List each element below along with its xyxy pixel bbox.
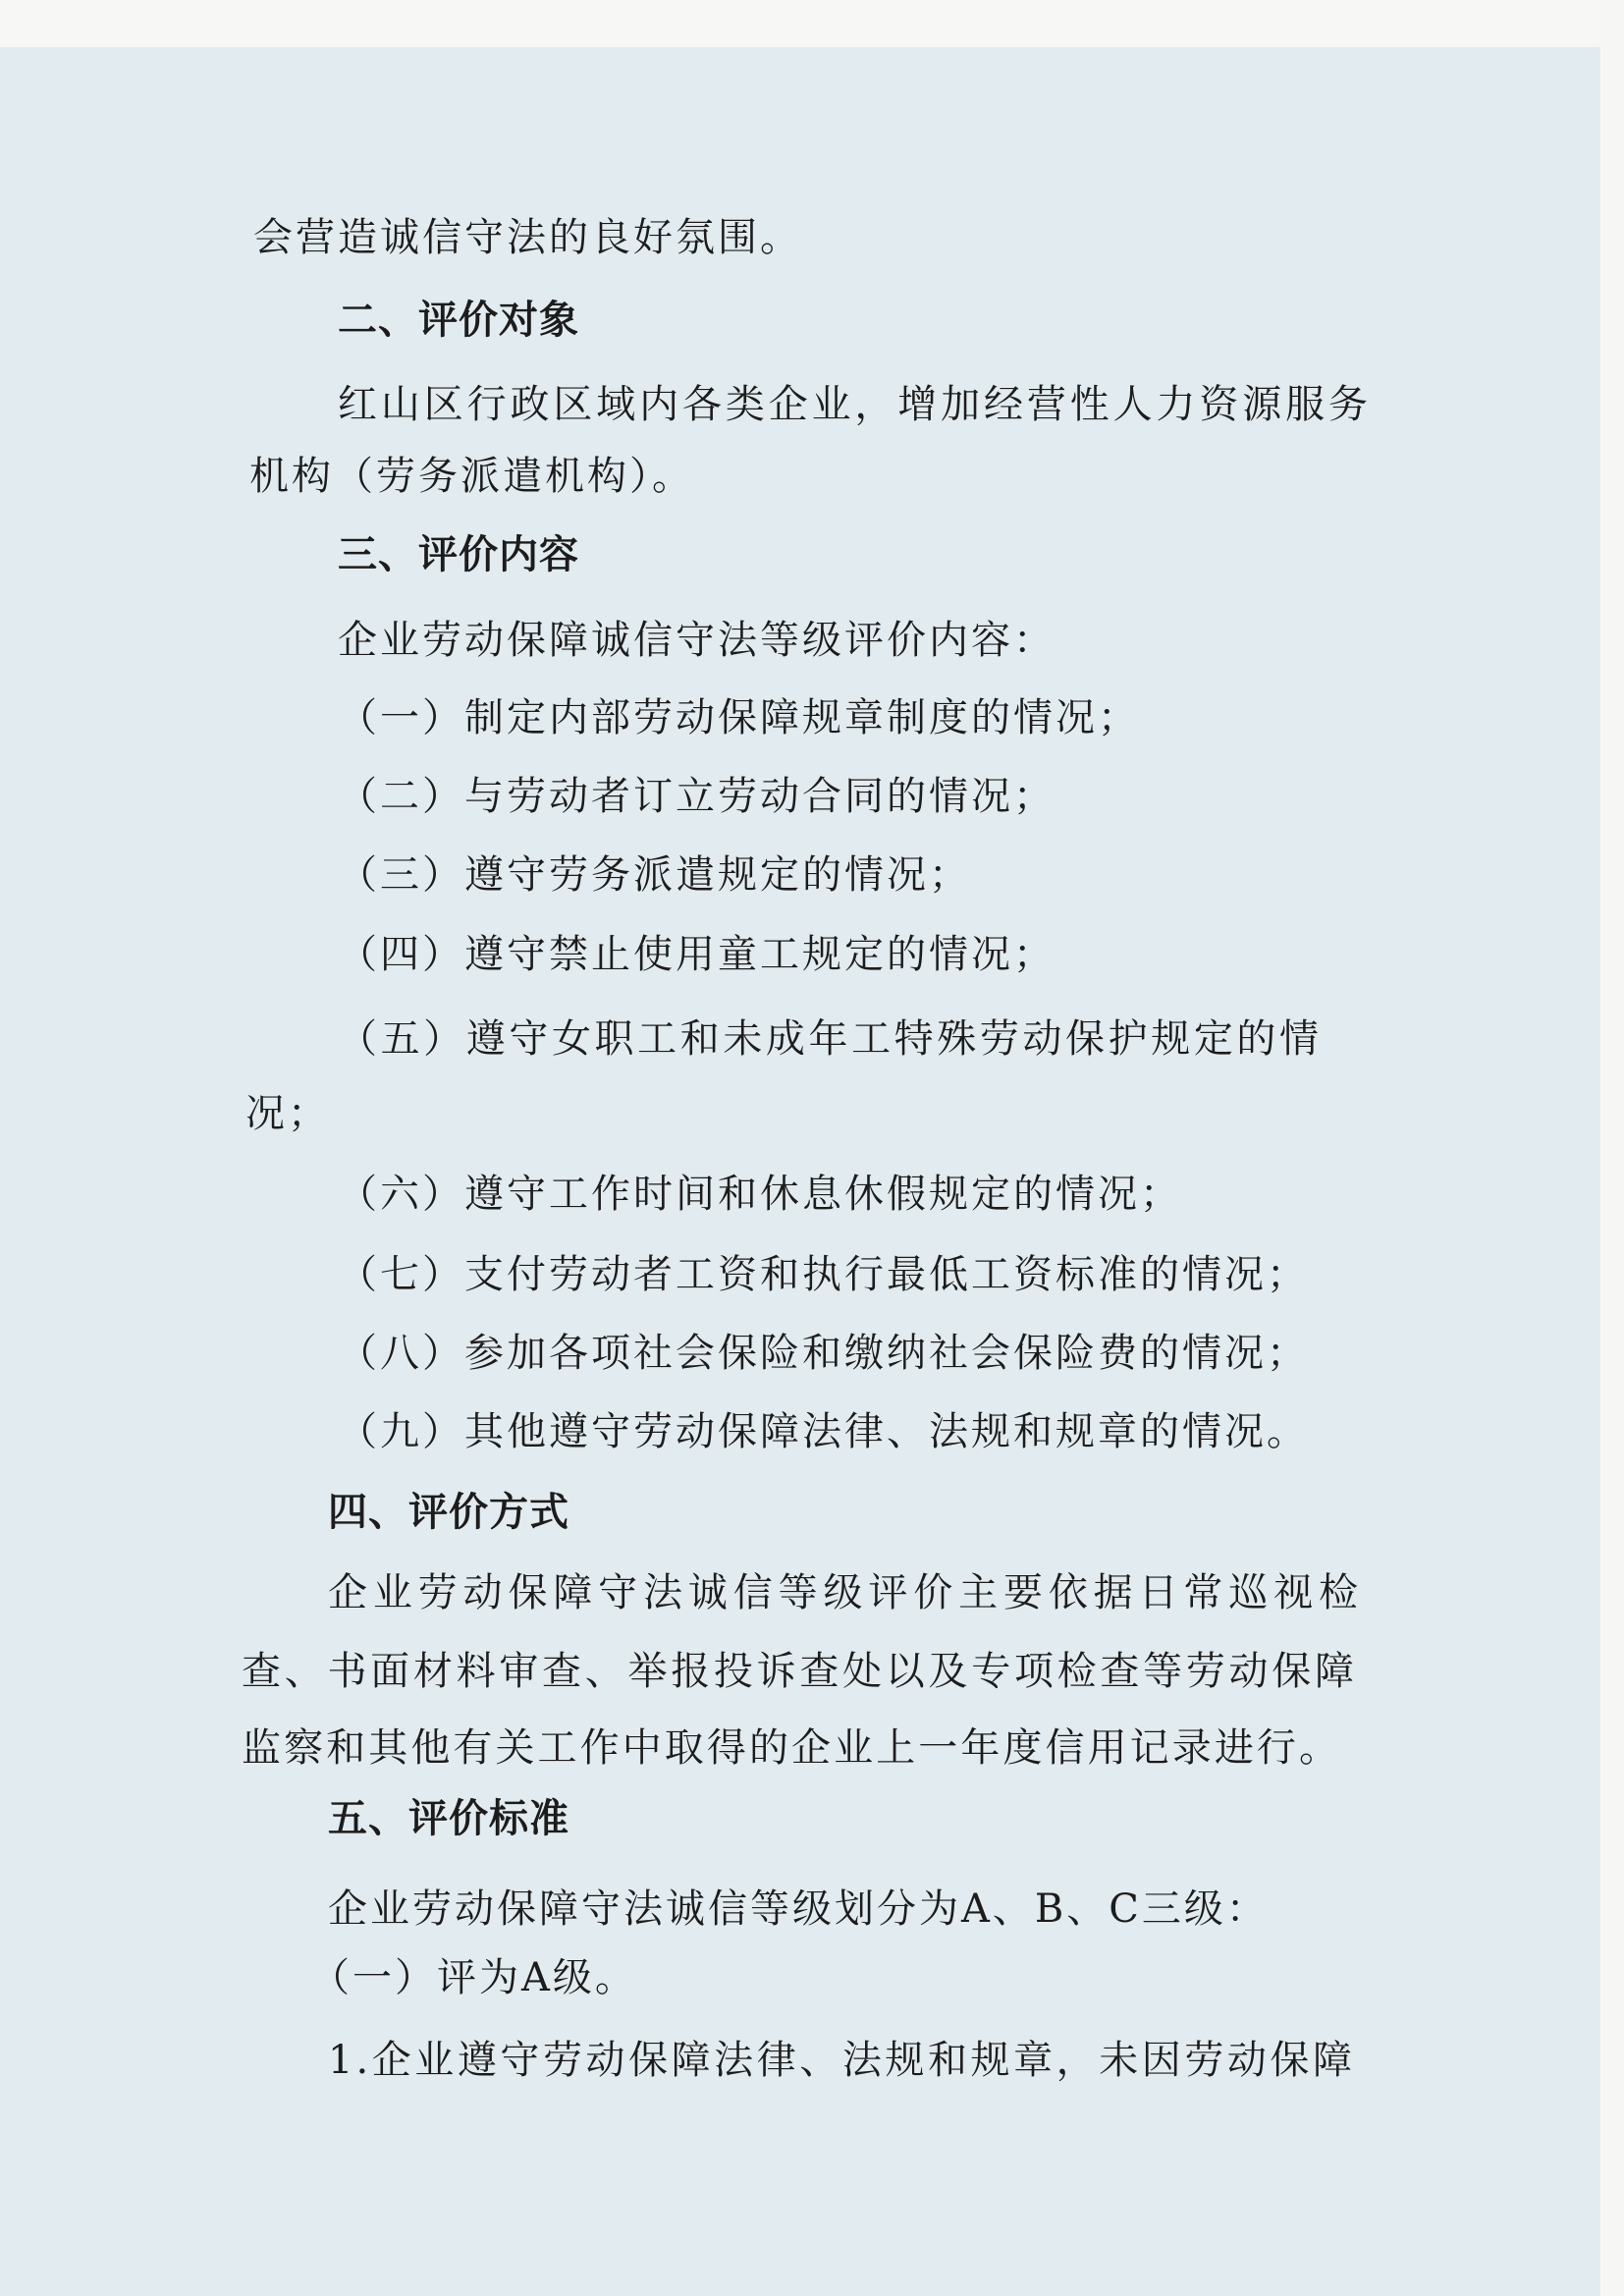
section-heading: 四、评价方式 [328,1490,569,1535]
body-line: 企业劳动保障守法诚信等级评价主要依据日常巡视检 [328,1570,1361,1615]
section-heading: 五、评价标准 [328,1796,569,1841]
body-line: 企业劳动保障守法诚信等级划分为A、B、C三级： [328,1886,1269,1932]
body-line: 企业劳动保障诚信守法等级评价内容： [338,618,1056,663]
list-item: （六）遵守工作时间和休息休假规定的情况； [338,1172,1182,1217]
list-item: （五）遵守女职工和未成年工特殊劳动保护规定的情 [338,1016,1322,1062]
body-line: 红山区行政区域内各类企业，增加经营性人力资源服务 [338,382,1371,427]
list-item: （一）制定内部劳动保障规章制度的情况； [338,695,1140,740]
list-item: （九）其他遵守劳动保障法律、法规和规章的情况。 [338,1409,1309,1454]
list-item-continuation: 况； [245,1091,330,1136]
subsection-heading: （一）评为A级。 [310,1955,637,2000]
body-line: 会营造诚信守法的良好氛围。 [253,215,802,260]
list-item: （八）参加各项社会保险和缴纳社会保险费的情况； [338,1331,1309,1376]
body-line: 机构（劳务派遣机构）。 [249,454,694,499]
scan-edge [1600,0,1624,2296]
list-item: （七）支付劳动者工资和执行最低工资标准的情况； [338,1252,1309,1297]
list-item: （二）与劳动者订立劳动合同的情况； [338,774,1056,819]
section-heading: 三、评价内容 [338,532,579,577]
list-item: （三）遵守劳务派遣规定的情况； [338,852,971,898]
section-heading: 二、评价对象 [338,298,579,343]
body-line: 查、书面材料审查、举报投诉查处以及专项检查等劳动保障 [242,1649,1357,1694]
list-item: （四）遵守禁止使用童工规定的情况； [338,932,1056,977]
body-line: 1.企业遵守劳动保障法律、法规和规章，未因劳动保障 [328,2038,1355,2083]
body-line: 监察和其他有关工作中取得的企业上一年度信用记录进行。 [242,1725,1341,1771]
